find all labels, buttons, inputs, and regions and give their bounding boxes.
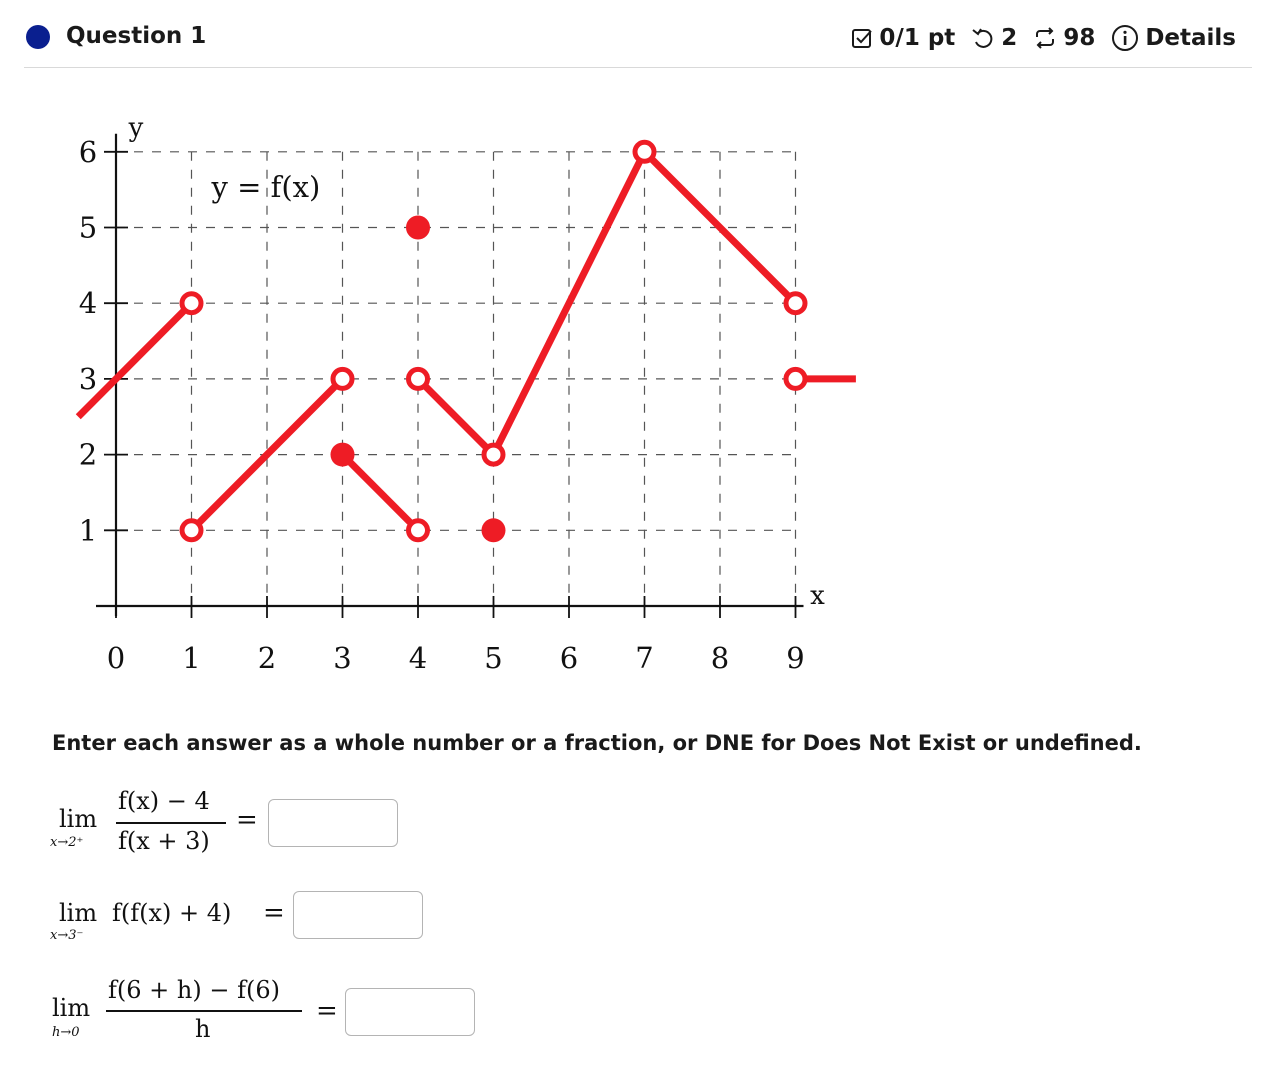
open-point: [182, 521, 201, 540]
x-axis-label: x: [810, 581, 825, 611]
question-status-dot: [26, 25, 50, 49]
question-meta: [835, 24, 1236, 52]
answer-box-1[interactable]: [268, 799, 398, 847]
function-segment: [418, 379, 494, 455]
lim-word: lim: [59, 899, 98, 927]
lim-word: lim: [52, 994, 91, 1022]
function-label: y = f(x): [211, 169, 321, 204]
attempts-item: [1033, 25, 1095, 51]
function-segment: [343, 455, 419, 531]
lim-word: lim: [59, 805, 98, 833]
open-point: [182, 294, 201, 313]
x-tick-label: 0: [106, 641, 126, 675]
limit-problem-1: [50, 785, 450, 865]
grid-lines: [116, 152, 796, 606]
question-header: [0, 0, 1274, 68]
info-icon: [1111, 24, 1139, 52]
answer-box-2[interactable]: [293, 891, 423, 939]
x-tick-label: 1: [182, 641, 201, 675]
equals-sign: =: [263, 898, 285, 928]
retries-count: 2: [1001, 25, 1018, 51]
question-title: Question 1: [66, 23, 207, 49]
x-tick-label: 2: [257, 641, 277, 675]
open-point: [786, 294, 805, 313]
open-point: [635, 142, 654, 161]
attempts-count: 98: [1063, 25, 1096, 51]
checkbox-icon: [851, 27, 873, 49]
x-tick-label: 4: [408, 641, 428, 675]
answer-input-2[interactable]: [294, 892, 422, 938]
fraction-denominator: f(x + 3): [118, 827, 210, 855]
x-tick-label: 5: [484, 641, 503, 675]
open-point: [409, 369, 428, 388]
equals-sign: =: [316, 996, 338, 1026]
fraction-bar: [116, 822, 226, 824]
lim-subscript: x→2⁺: [50, 835, 84, 850]
details-label: Details: [1145, 25, 1236, 51]
lim-subscript: x→3⁻: [50, 928, 84, 943]
answer-input-3[interactable]: [346, 989, 474, 1035]
undo-icon: [971, 27, 995, 49]
limit-problem-2: [50, 885, 450, 955]
open-point: [786, 369, 805, 388]
open-point: [409, 521, 428, 540]
fraction-numerator: f(6 + h) − f(6): [108, 976, 280, 1004]
x-tick-label: 7: [635, 641, 654, 675]
equals-sign: =: [236, 805, 258, 835]
y-axis-label: y: [128, 112, 144, 143]
repeat-icon: [1033, 27, 1057, 49]
header-divider: [24, 67, 1252, 68]
retries-item: [971, 25, 1017, 51]
y-tick-label: 5: [78, 210, 98, 245]
x-tick-label: 3: [333, 641, 352, 675]
fraction-denominator: h: [195, 1015, 211, 1043]
fraction-bar: [106, 1010, 302, 1012]
y-tick-label: 4: [78, 286, 98, 321]
fraction-numerator: f(x) − 4: [118, 787, 210, 815]
open-point: [333, 369, 352, 388]
function-segment: [78, 303, 191, 417]
y-tick-label: 6: [78, 134, 98, 169]
x-tick-label: 6: [559, 641, 579, 675]
score-text: 0/1 pt: [879, 25, 956, 51]
lim-subscript: h→0: [52, 1025, 80, 1040]
closed-point: [406, 216, 430, 240]
limit-expression: f(f(x) + 4): [112, 899, 232, 927]
closed-point: [482, 518, 506, 542]
details-button[interactable]: [1111, 24, 1236, 52]
closed-point: [331, 443, 355, 467]
y-tick-label: 2: [78, 437, 98, 472]
limit-problem-3: [50, 972, 490, 1052]
answer-input-1[interactable]: [269, 800, 397, 846]
x-tick-label: 9: [786, 641, 805, 675]
y-tick-label: 3: [78, 361, 98, 396]
y-tick-label: 1: [78, 513, 98, 548]
open-point: [484, 445, 503, 464]
function-graph: [48, 90, 868, 690]
instructions-text: Enter each answer as a whole number or a fraction, or DNE for Does Not Exist or undefined.: [52, 731, 1142, 755]
x-tick-label: 8: [710, 641, 730, 675]
answer-box-3[interactable]: [345, 988, 475, 1036]
score-item: [851, 25, 955, 51]
